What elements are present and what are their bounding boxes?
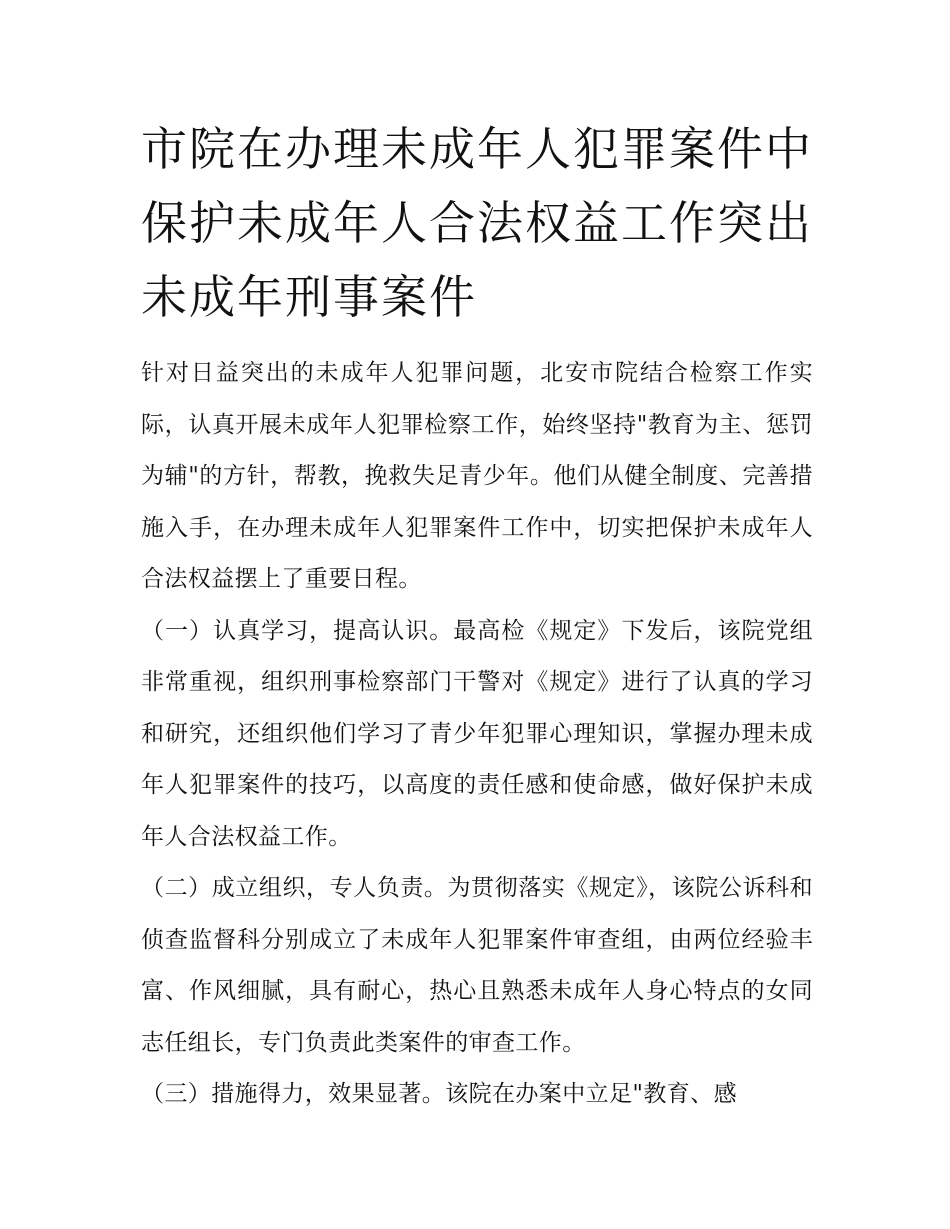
document-title: 市院在办理未成年人犯罪案件中保护未成年人合法权益工作突出 未成年刑事案件: [141, 122, 813, 324]
paragraph-intro: 针对日益突出的未成年人犯罪问题，北安市院结合检察工作实际，认真开展未成年人犯罪检察工作，始终坚持"教育为主、惩罚为辅"的方针，帮教，挽救失足青少年。他们从健全制度、完善措施入手，在办理未成年人犯罪案件工作中，切实把保护未成年人合法权益摆上了重要日程。: [141, 360, 813, 592]
document-page: [141, 112, 813, 1121]
paragraph-section-1: （一）认真学习，提高认识。最高检《规定》下发后，该院党组非常重视，组织刑事检察部门干警对《规定》进行了认真的学习和研究，还组织他们学习了青少年犯罪心理知识，掌握办理未成年人犯罪案件的技巧，以高度的责任感和使命感，做好保护未成年人合法权益工作。: [141, 617, 813, 850]
paragraph-section-2: （二）成立组织，专人负责。为贯彻落实《规定》，该院公诉科和侦查监督科分别成立了未成年人犯罪案件审查组，由两位经验丰富、作风细腻，具有耐心，热心且熟悉未成年人身心特点的女同志任组长，专门负责此类案件的审查工作。: [141, 875, 813, 1056]
paragraph-section-3: （三）措施得力，效果显著。该院在办案中立足"教育、感: [141, 1081, 737, 1107]
document-body: [141, 348, 813, 1121]
